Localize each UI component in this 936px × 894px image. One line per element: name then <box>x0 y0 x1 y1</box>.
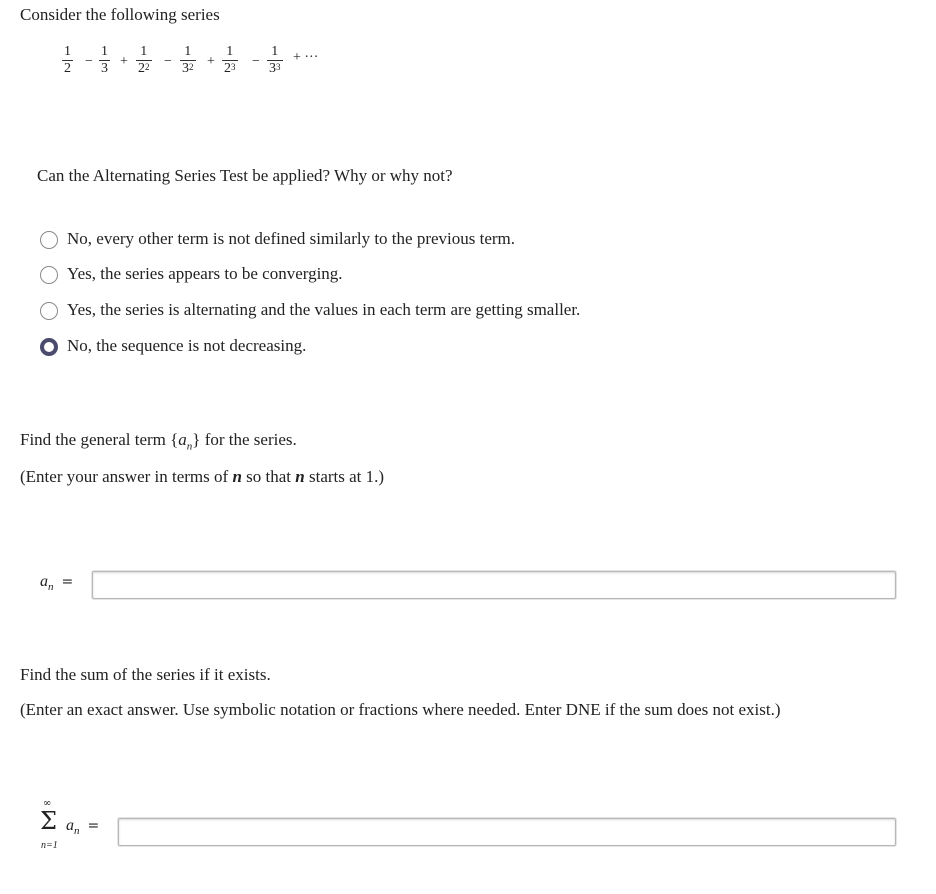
term-exponent: 3 <box>231 62 236 72</box>
general-term-input[interactable] <box>92 571 896 599</box>
series-term <box>136 44 152 77</box>
option-row[interactable] <box>40 229 740 251</box>
sum-label <box>38 798 108 858</box>
radio-button-selected[interactable] <box>40 338 58 356</box>
term-base: 3 <box>269 61 276 76</box>
option-row-selected[interactable] <box>40 336 740 358</box>
prompt-text: } for the series. <box>192 430 297 449</box>
math-var: a <box>66 817 74 834</box>
hint-text: (Enter your answer in terms of <box>20 467 233 486</box>
radio-button[interactable] <box>40 302 58 320</box>
hint-text: starts at 1.) <box>304 467 385 486</box>
radio-button[interactable] <box>40 266 58 284</box>
term-numerator: 1 <box>101 44 108 59</box>
series-operator: − <box>252 54 260 69</box>
option-label: Yes, the series appears to be converging. <box>67 264 343 283</box>
math-var: n <box>232 467 242 486</box>
series-operator: − <box>164 54 172 69</box>
math-var: a <box>40 573 48 590</box>
an-label <box>40 573 73 593</box>
hint-text: so that <box>241 467 296 486</box>
term-base: 3 <box>101 61 108 76</box>
series-term <box>62 44 73 77</box>
term-base: 2 <box>64 61 71 76</box>
sigma-symbol: Σ <box>40 807 57 835</box>
term-numerator: 1 <box>64 44 71 59</box>
answer-options <box>40 229 740 359</box>
radio-button[interactable] <box>40 231 58 249</box>
math-sub: n <box>74 825 80 838</box>
term-base: 2 <box>224 61 231 76</box>
series-term <box>99 44 110 77</box>
series-operator: − <box>85 54 93 69</box>
series-term <box>267 44 283 77</box>
math-sub: n <box>48 581 54 594</box>
sum-input[interactable] <box>118 818 896 846</box>
math-var: n <box>295 467 305 486</box>
equals-sign: = <box>61 574 74 590</box>
option-row[interactable] <box>40 300 740 322</box>
option-row[interactable] <box>40 264 740 286</box>
term-numerator: 1 <box>136 44 152 61</box>
term-exponent: 3 <box>276 62 281 72</box>
infinity-symbol: ∞ <box>43 798 52 809</box>
series-operator: + <box>120 54 128 69</box>
term-exponent: 2 <box>145 62 150 72</box>
question-general-term-hint <box>20 467 384 487</box>
math-sub: n <box>186 440 193 453</box>
intro-text: Consider the following series <box>20 5 220 24</box>
term-numerator: 1 <box>267 44 283 61</box>
prompt-text: Find the general term { <box>20 430 179 449</box>
series-term <box>222 44 238 77</box>
sum-lower-bound: n=1 <box>41 840 58 851</box>
series-tail: + ··· <box>293 50 319 65</box>
term-exponent: 2 <box>189 62 194 72</box>
question-sum-hint: (Enter an exact answer. Use symbolic notation or fractions where needed. Enter DNE if the sum does not exist.) <box>20 700 781 719</box>
term-base: 3 <box>182 61 189 76</box>
option-label: Yes, the series is alternating and the values in each term are getting smaller. <box>67 300 581 319</box>
question-general-term-prompt <box>20 430 297 452</box>
term-numerator: 1 <box>222 44 238 61</box>
option-label: No, every other term is not defined similarly to the previous term. <box>67 229 516 248</box>
series-term <box>180 44 196 77</box>
series-expression <box>0 40 400 90</box>
term-base: 2 <box>138 61 145 76</box>
equals-sign: = <box>87 818 100 834</box>
question-ast-prompt: Can the Alternating Series Test be applied? Why or why not? <box>37 166 453 185</box>
math-var: a <box>178 430 187 449</box>
sum-an <box>66 817 99 837</box>
option-label: No, the sequence is not decreasing. <box>67 336 307 355</box>
question-sum-prompt: Find the sum of the series if it exists. <box>20 665 271 684</box>
series-operator: + <box>207 54 215 69</box>
term-numerator: 1 <box>180 44 196 61</box>
